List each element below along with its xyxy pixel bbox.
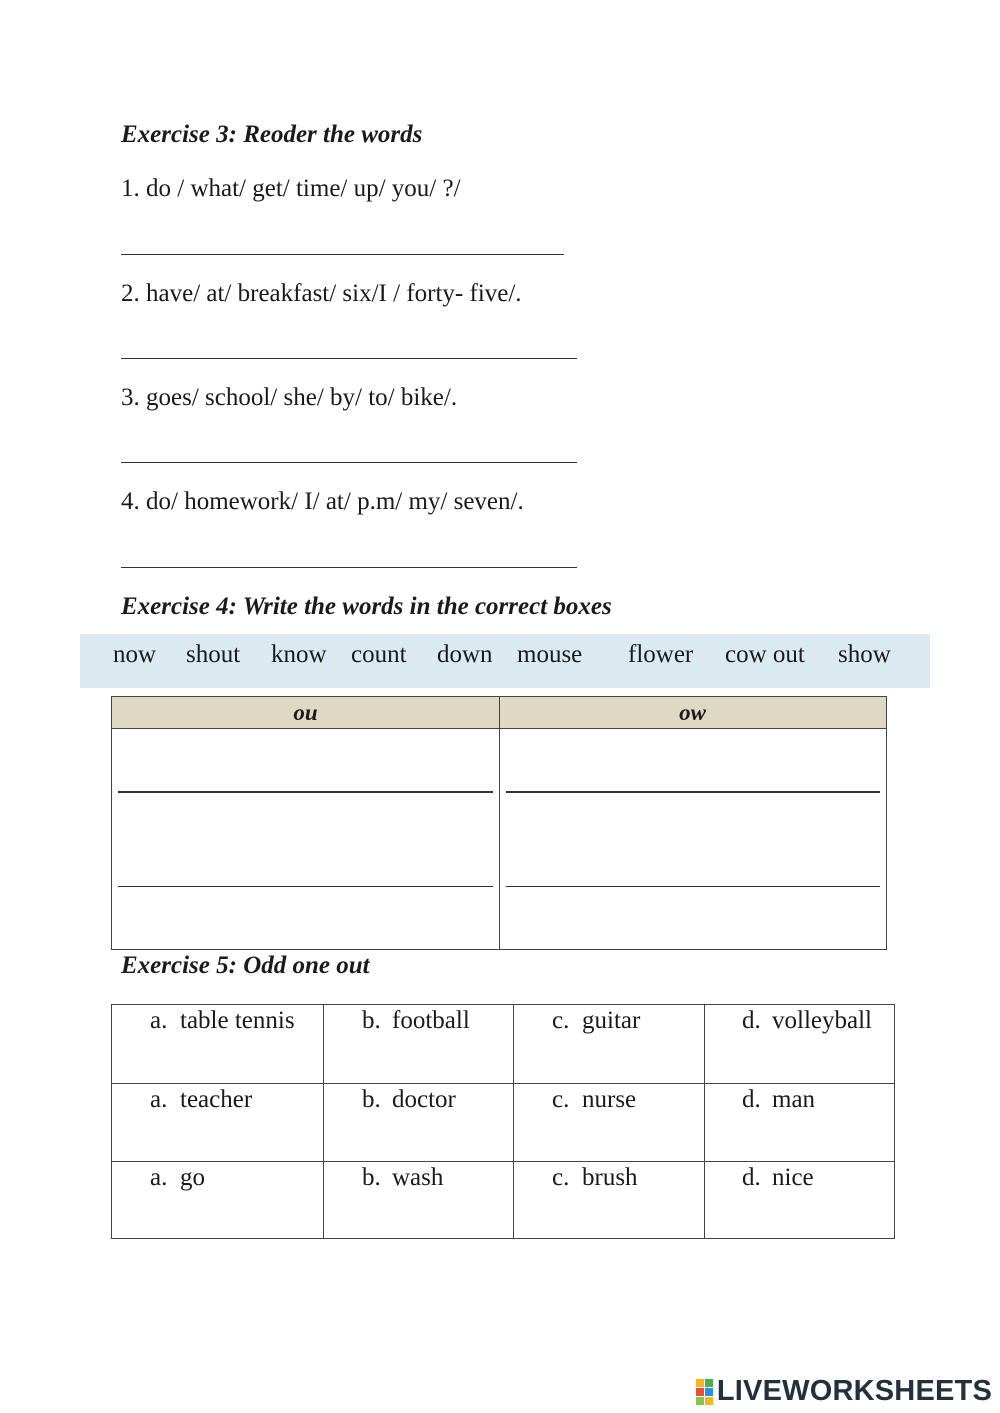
option-c[interactable]: c. brush: [552, 1164, 638, 1191]
answer-line-4[interactable]: [121, 567, 577, 568]
option-a[interactable]: a. teacher: [150, 1086, 253, 1113]
answer-line-1[interactable]: [121, 254, 564, 255]
odd-one-out-table: [111, 1004, 895, 1239]
column-divider: [499, 697, 500, 949]
option-b[interactable]: b. wash: [362, 1164, 444, 1191]
option-b[interactable]: b. doctor: [362, 1086, 456, 1113]
answer-line-2[interactable]: [121, 358, 577, 359]
word-bank-item: show: [838, 641, 891, 668]
exercise-3-item-2: 2. have/ at/ breakfast/ six/I / forty- five/.: [121, 280, 522, 307]
logo-text: LIVEWORKSHEETS: [716, 1375, 992, 1407]
option-d[interactable]: d. nice: [742, 1164, 814, 1191]
ou-answer-line-1[interactable]: [118, 791, 493, 793]
column-ow-title: ow: [679, 700, 706, 725]
exercise-3-item-1: 1. do / what/ get/ time/ up/ you/ ?/: [121, 175, 461, 202]
option-d[interactable]: d. man: [742, 1086, 816, 1113]
column-ou-title: ou: [293, 700, 318, 725]
ow-answer-line-2[interactable]: [506, 886, 880, 887]
sort-table: [111, 696, 887, 950]
word-bank-item: know: [271, 641, 327, 668]
exercise-3-item-4: 4. do/ homework/ I/ at/ p.m/ my/ seven/.: [121, 488, 524, 515]
exercise-4-heading: Exercise 4: Write the words in the correct boxes: [121, 593, 612, 620]
exercise-5-heading: Exercise 5: Odd one out: [121, 952, 370, 979]
answer-line-3[interactable]: [121, 462, 577, 463]
odd-one-out-row: [112, 1161, 894, 1239]
liveworksheets-logo-icon: [696, 1379, 713, 1405]
odd-one-out-row: [112, 1005, 894, 1083]
option-c[interactable]: c. nurse: [552, 1086, 637, 1113]
liveworksheets-logo: [696, 1375, 992, 1408]
ou-answer-line-2[interactable]: [118, 886, 493, 887]
word-bank: [80, 634, 930, 688]
word-bank-item: mouse: [517, 641, 583, 668]
option-c[interactable]: c. guitar: [552, 1007, 641, 1034]
option-a[interactable]: a. table tennis: [150, 1007, 295, 1034]
exercise-3-item-3: 3. goes/ school/ she/ by/ to/ bike/.: [121, 384, 458, 411]
option-b[interactable]: b. football: [362, 1007, 470, 1034]
word-bank-item: down: [437, 641, 493, 668]
word-bank-item: shout: [186, 641, 241, 668]
word-bank-item: cow out: [725, 641, 805, 668]
odd-one-out-row: [112, 1083, 894, 1161]
option-d[interactable]: d. volleyball: [742, 1007, 872, 1034]
option-a[interactable]: a. go: [150, 1164, 205, 1191]
word-bank-item: now: [113, 641, 157, 668]
word-bank-item: count: [351, 641, 407, 668]
word-bank-item: flower: [628, 641, 694, 668]
ow-answer-line-1[interactable]: [506, 791, 880, 793]
exercise-3-heading: Exercise 3: Reoder the words: [121, 121, 423, 148]
